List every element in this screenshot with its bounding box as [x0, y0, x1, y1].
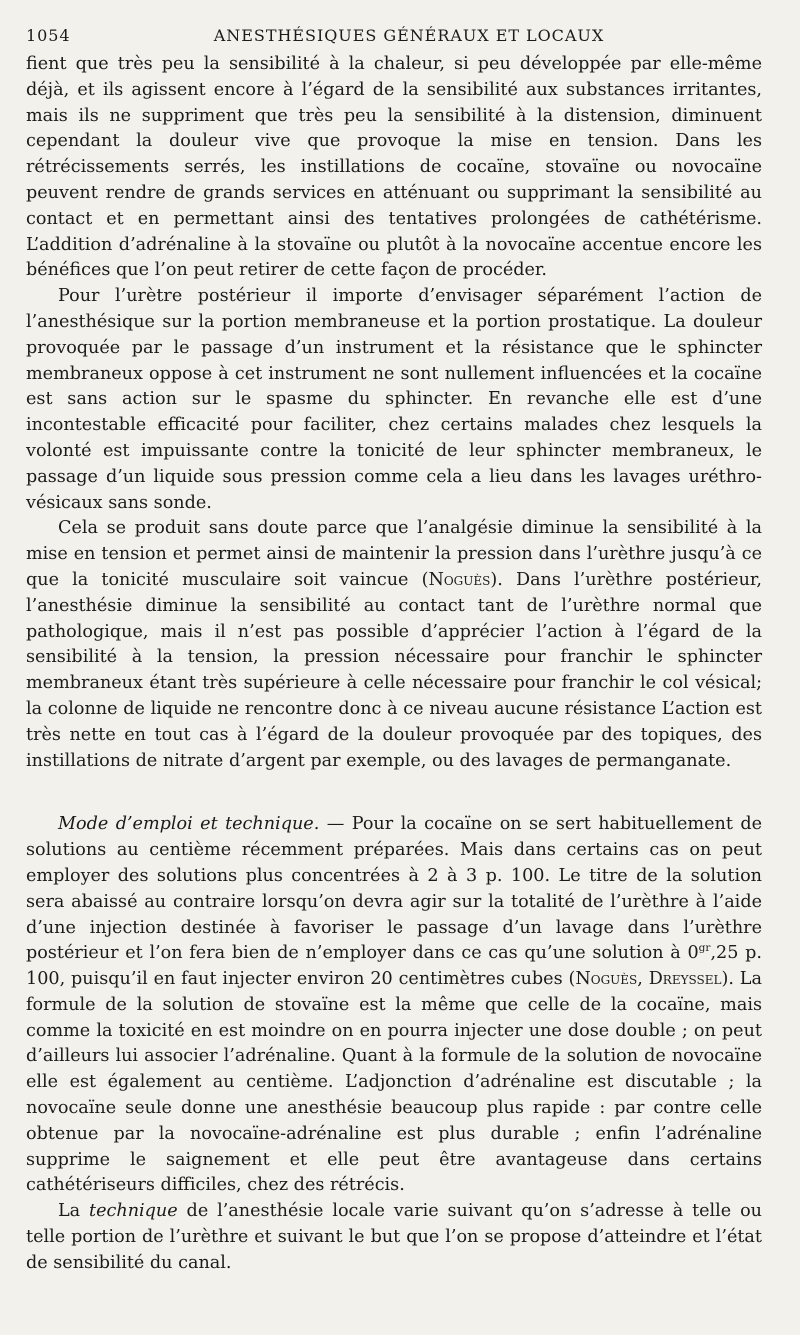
text-run: Cela se produit sans doute parce que l’analgésie diminue la sensibilité à la mise en tension et permet ainsi de maintenir la pression dans l’urèthre jusqu’à ce que la tonicité musculaire soit vaincue ( — [26, 518, 762, 590]
paragraph-analgesia — [26, 516, 762, 774]
body-text — [26, 52, 762, 1277]
text-run: La — [58, 1201, 90, 1222]
author-names: Noguès, Dreyssel — [575, 969, 722, 990]
paragraph-posterior-urethra: Pour l’urètre postérieur il importe d’envisager séparément l’action de l’anesthésique sur la portion membraneuse et la portion prostatique. La douleur provoquée par le passage d’un instrument et la résistance que le sphincter membraneux oppose à cet instrument ne sont nullement influencées et la cocaïne est sans action sur le spasme du sphincter. En revanche elle est d’une incontestable efficacité pour faciliter, chez certains malades chez lesquels la volonté est impuissante contre la tonicité de leur sphincter membraneux, le passage d’un liquide sous pression comme cela a lieu dans les lavages uréthro-vésicaux sans sonde. — [26, 286, 762, 513]
unit-superscript: gr — [698, 942, 711, 955]
text-run: ,25 p. 100, puisqu’il en faut injecter environ 20 centimètres cubes ( — [26, 943, 762, 990]
running-title: ANESTHÉSIQUES GÉNÉRAUX ET LOCAUX — [213, 26, 605, 45]
author-name: Noguès — [428, 569, 491, 590]
text-run: ). Dans l’urèthre postérieur, l’anesthésie diminue la sensibilité au contact tant de l’urèthre normal que pathologique, mais il n’est pas possible d’apprécier l’action à l’égard de la sensibilité à la tension, la pression nécessaire pour franchir le sphincter membraneux étant très supérieure à celle nécessaire pour franchir le col vésical; la colonne de liquide ne rencontre donc à ce niveau aucune résistance L’action est très nette en tout cas à l’égard de la douleur provoquée par des topiques, des instillations de nitrate d’argent par exemple, ou des lavages de permanganate. — [26, 569, 762, 771]
section-heading: Mode d’emploi et technique. — [58, 814, 320, 835]
paragraph-technique — [26, 1199, 762, 1276]
text-run: — Pour la cocaïne on se sert habituellement de solutions au centième récemment préparées. Mais dans certains cas on peut employer des solutions plus concentrées à 2 à 3 p. 100. Le titre de la solution sera abaissé au contraire lorsqu’on devra agir sur la totalité de l’urèthre à l’aide d’une injection destinée à favoriser le passage d’un lavage dans l’urèthre postérieur et l’on fera bien de n’employer dans ce cas qu’une solution à 0 — [26, 814, 762, 964]
running-head — [26, 18, 762, 52]
page-number: 1054 — [26, 26, 71, 45]
paragraph-continued: fient que très peu la sensibilité à la chaleur, si peu développée par elle-même déjà, et ils agissent encore à l’égard de la sensibilité aux substances irritantes, mais ils ne suppriment que très peu la sensibilité à la distension, diminuent cependant la douleur vive que provoque la mise en tension. Dans les rétrécissements serrés, les instillations de cocaïne, stovaïne ou novocaïne peuvent rendre de grands services en atténuant ou supprimant la sensibilité au contact et en permettant ainsi des tentatives prolongées de cathétérisme. L’addition d’adrénaline à la stovaïne ou plutôt à la novocaïne accentue encore les bénéfices que l’on peut retirer de cette façon de procéder. — [26, 54, 762, 281]
emphasis: technique — [89, 1201, 178, 1222]
text-run: de l’anesthésie locale varie suivant qu’on s’adresse à telle ou telle portion de l’urèthre et suivant le but que l’on se propose d’atteindre et l’état de sensibilité du canal. — [26, 1201, 763, 1273]
text-run: ). La formule de la solution de stovaïne est la même que celle de la cocaïne, mais comme la toxicité en est moindre on en pourra injecter une dose double ; on peut d’ailleurs lui associer l’adrénaline. Quant à la formule de la solution de novocaïne elle est également au centième. L’adjonction d’adrénaline est discutable ; la novocaïne seule donne une anesthésie beaucoup plus rapide : par contre celle obtenue par la novocaïne-adrénaline est plus durable ; enfin l’adrénaline supprime le saignement et elle peut être avantageuse dans certains cathétériseurs difficiles, chez des rétrécis. — [26, 969, 762, 1196]
paragraph-mode-emploi — [26, 812, 762, 1199]
section-gap — [26, 774, 762, 812]
